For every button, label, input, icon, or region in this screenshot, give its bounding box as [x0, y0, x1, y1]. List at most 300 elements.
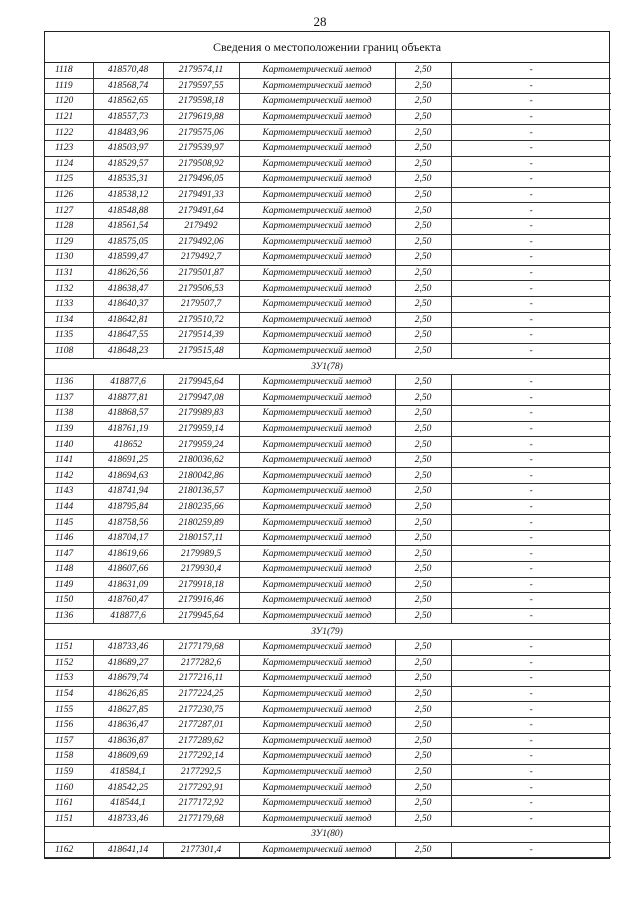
table-row: [45, 562, 611, 578]
y-coordinate-cell: 2180042,86: [163, 468, 239, 484]
method-cell: Картометрический метод: [239, 312, 395, 328]
x-coordinate-cell: 418733,46: [93, 811, 163, 827]
y-coordinate-cell: 2179492,06: [163, 234, 239, 250]
x-coordinate-cell: 418562,65: [93, 94, 163, 110]
point-number-cell: 1139: [45, 421, 93, 437]
description-cell: -: [451, 63, 611, 78]
table-row: [45, 795, 611, 811]
accuracy-cell: 2,50: [395, 281, 451, 297]
point-number-cell: 1155: [45, 702, 93, 718]
x-coordinate-cell: 418570,48: [93, 63, 163, 78]
description-cell: -: [451, 250, 611, 266]
y-coordinate-cell: 2177230,75: [163, 702, 239, 718]
table-row: [45, 546, 611, 562]
description-cell: -: [451, 421, 611, 437]
point-number-cell: 1137: [45, 390, 93, 406]
table-row: [45, 374, 611, 390]
point-number-cell: 1123: [45, 140, 93, 156]
section-label: ЗУ1(78): [45, 359, 611, 375]
accuracy-cell: 2,50: [395, 125, 451, 141]
table-row: [45, 343, 611, 359]
x-coordinate-cell: 418636,47: [93, 717, 163, 733]
x-coordinate-cell: 418760,47: [93, 593, 163, 609]
table-row: [45, 140, 611, 156]
y-coordinate-cell: 2179989,83: [163, 406, 239, 422]
description-cell: -: [451, 374, 611, 390]
description-cell: -: [451, 234, 611, 250]
point-number-cell: 1130: [45, 250, 93, 266]
accuracy-cell: 2,50: [395, 639, 451, 655]
accuracy-cell: 2,50: [395, 780, 451, 796]
accuracy-cell: 2,50: [395, 156, 451, 172]
point-number-cell: 1143: [45, 484, 93, 500]
description-cell: -: [451, 156, 611, 172]
accuracy-cell: 2,50: [395, 577, 451, 593]
x-coordinate-cell: 418619,66: [93, 546, 163, 562]
description-cell: -: [451, 312, 611, 328]
description-cell: -: [451, 281, 611, 297]
table-row: [45, 608, 611, 624]
description-cell: -: [451, 639, 611, 655]
y-coordinate-cell: 2179491,33: [163, 187, 239, 203]
method-cell: Картометрический метод: [239, 686, 395, 702]
table-row: [45, 749, 611, 765]
table-row: [45, 187, 611, 203]
x-coordinate-cell: 418599,47: [93, 250, 163, 266]
point-number-cell: 1149: [45, 577, 93, 593]
table-title: Сведения о местоположении границ объекта: [45, 32, 609, 63]
accuracy-cell: 2,50: [395, 328, 451, 344]
x-coordinate-cell: 418631,09: [93, 577, 163, 593]
y-coordinate-cell: 2179598,18: [163, 94, 239, 110]
y-coordinate-cell: 2179508,92: [163, 156, 239, 172]
table-row: [45, 593, 611, 609]
section-row: [45, 359, 611, 375]
point-number-cell: 1141: [45, 452, 93, 468]
table-row: [45, 265, 611, 281]
accuracy-cell: 2,50: [395, 187, 451, 203]
table-row: [45, 515, 611, 531]
y-coordinate-cell: 2177172,92: [163, 795, 239, 811]
point-number-cell: 1132: [45, 281, 93, 297]
method-cell: Картометрический метод: [239, 125, 395, 141]
accuracy-cell: 2,50: [395, 468, 451, 484]
x-coordinate-cell: 418877,81: [93, 390, 163, 406]
description-cell: -: [451, 764, 611, 780]
x-coordinate-cell: 418648,23: [93, 343, 163, 359]
x-coordinate-cell: 418529,57: [93, 156, 163, 172]
accuracy-cell: 2,50: [395, 250, 451, 266]
x-coordinate-cell: 418647,55: [93, 328, 163, 344]
y-coordinate-cell: 2177282,6: [163, 655, 239, 671]
description-cell: -: [451, 125, 611, 141]
accuracy-cell: 2,50: [395, 484, 451, 500]
accuracy-cell: 2,50: [395, 78, 451, 94]
y-coordinate-cell: 2180235,66: [163, 499, 239, 515]
boundary-sheet: [44, 31, 610, 859]
table-row: [45, 702, 611, 718]
y-coordinate-cell: 2180036,62: [163, 452, 239, 468]
table-row: [45, 452, 611, 468]
table-row: [45, 671, 611, 687]
accuracy-cell: 2,50: [395, 406, 451, 422]
section-row: [45, 624, 611, 640]
table-row: [45, 94, 611, 110]
table-row: [45, 203, 611, 219]
accuracy-cell: 2,50: [395, 530, 451, 546]
point-number-cell: 1131: [45, 265, 93, 281]
accuracy-cell: 2,50: [395, 749, 451, 765]
point-number-cell: 1152: [45, 655, 93, 671]
x-coordinate-cell: 418638,47: [93, 281, 163, 297]
point-number-cell: 1135: [45, 328, 93, 344]
accuracy-cell: 2,50: [395, 203, 451, 219]
x-coordinate-cell: 418877,6: [93, 608, 163, 624]
accuracy-cell: 2,50: [395, 265, 451, 281]
description-cell: -: [451, 593, 611, 609]
table-row: [45, 109, 611, 125]
description-cell: -: [451, 109, 611, 125]
x-coordinate-cell: 418584,1: [93, 764, 163, 780]
method-cell: Картометрический метод: [239, 421, 395, 437]
x-coordinate-cell: 418636,87: [93, 733, 163, 749]
description-cell: -: [451, 296, 611, 312]
table-row: [45, 639, 611, 655]
accuracy-cell: 2,50: [395, 733, 451, 749]
point-number-cell: 1151: [45, 811, 93, 827]
description-cell: -: [451, 265, 611, 281]
table-row: [45, 78, 611, 94]
point-number-cell: 1145: [45, 515, 93, 531]
method-cell: Картометрический метод: [239, 452, 395, 468]
point-number-cell: 1157: [45, 733, 93, 749]
x-coordinate-cell: 418627,85: [93, 702, 163, 718]
point-number-cell: 1156: [45, 717, 93, 733]
accuracy-cell: 2,50: [395, 764, 451, 780]
y-coordinate-cell: 2177292,5: [163, 764, 239, 780]
point-number-cell: 1148: [45, 562, 93, 578]
description-cell: -: [451, 187, 611, 203]
accuracy-cell: 2,50: [395, 499, 451, 515]
method-cell: Картометрический метод: [239, 811, 395, 827]
method-cell: Картометрический метод: [239, 374, 395, 390]
table-row: [45, 328, 611, 344]
point-number-cell: 1127: [45, 203, 93, 219]
x-coordinate-cell: 418640,37: [93, 296, 163, 312]
method-cell: Картометрический метод: [239, 78, 395, 94]
y-coordinate-cell: 2180136,57: [163, 484, 239, 500]
method-cell: Картометрический метод: [239, 764, 395, 780]
description-cell: -: [451, 671, 611, 687]
x-coordinate-cell: 418761,19: [93, 421, 163, 437]
accuracy-cell: 2,50: [395, 234, 451, 250]
description-cell: -: [451, 749, 611, 765]
x-coordinate-cell: 418704,17: [93, 530, 163, 546]
accuracy-cell: 2,50: [395, 109, 451, 125]
table-row: [45, 811, 611, 827]
table-row: [45, 156, 611, 172]
description-cell: -: [451, 608, 611, 624]
x-coordinate-cell: 418694,63: [93, 468, 163, 484]
x-coordinate-cell: 418679,74: [93, 671, 163, 687]
x-coordinate-cell: 418609,69: [93, 749, 163, 765]
method-cell: Картометрический метод: [239, 281, 395, 297]
x-coordinate-cell: 418795,84: [93, 499, 163, 515]
point-number-cell: 1134: [45, 312, 93, 328]
method-cell: Картометрический метод: [239, 250, 395, 266]
description-cell: -: [451, 218, 611, 234]
table-row: [45, 655, 611, 671]
method-cell: Картометрический метод: [239, 499, 395, 515]
x-coordinate-cell: 418689,27: [93, 655, 163, 671]
point-number-cell: 1128: [45, 218, 93, 234]
accuracy-cell: 2,50: [395, 63, 451, 78]
table-row: [45, 234, 611, 250]
description-cell: -: [451, 717, 611, 733]
method-cell: Картометрический метод: [239, 218, 395, 234]
y-coordinate-cell: 2179501,87: [163, 265, 239, 281]
method-cell: Картометрический метод: [239, 390, 395, 406]
table-row: [45, 312, 611, 328]
method-cell: Картометрический метод: [239, 702, 395, 718]
y-coordinate-cell: 2177301,4: [163, 842, 239, 858]
method-cell: Картометрический метод: [239, 63, 395, 78]
description-cell: -: [451, 328, 611, 344]
point-number-cell: 1161: [45, 795, 93, 811]
method-cell: Картометрический метод: [239, 484, 395, 500]
point-number-cell: 1151: [45, 639, 93, 655]
y-coordinate-cell: 2179492: [163, 218, 239, 234]
table-row: [45, 468, 611, 484]
description-cell: -: [451, 172, 611, 188]
x-coordinate-cell: 418642,81: [93, 312, 163, 328]
y-coordinate-cell: 2179619,88: [163, 109, 239, 125]
table-row: [45, 764, 611, 780]
description-cell: -: [451, 795, 611, 811]
method-cell: Картометрический метод: [239, 639, 395, 655]
x-coordinate-cell: 418868,57: [93, 406, 163, 422]
point-number-cell: 1153: [45, 671, 93, 687]
point-number-cell: 1108: [45, 343, 93, 359]
description-cell: -: [451, 530, 611, 546]
point-number-cell: 1124: [45, 156, 93, 172]
table-row: [45, 281, 611, 297]
x-coordinate-cell: 418626,85: [93, 686, 163, 702]
description-cell: -: [451, 140, 611, 156]
accuracy-cell: 2,50: [395, 562, 451, 578]
y-coordinate-cell: 2177179,68: [163, 639, 239, 655]
description-cell: -: [451, 437, 611, 453]
method-cell: Картометрический метод: [239, 328, 395, 344]
table-row: [45, 63, 611, 78]
description-cell: -: [451, 842, 611, 858]
method-cell: Картометрический метод: [239, 172, 395, 188]
x-coordinate-cell: 418548,88: [93, 203, 163, 219]
method-cell: Картометрический метод: [239, 562, 395, 578]
method-cell: Картометрический метод: [239, 468, 395, 484]
x-coordinate-cell: 418483,96: [93, 125, 163, 141]
table-row: [45, 390, 611, 406]
y-coordinate-cell: 2179959,14: [163, 421, 239, 437]
description-cell: -: [451, 562, 611, 578]
method-cell: Картометрический метод: [239, 795, 395, 811]
method-cell: Картометрический метод: [239, 109, 395, 125]
point-number-cell: 1129: [45, 234, 93, 250]
method-cell: Картометрический метод: [239, 515, 395, 531]
table-row: [45, 577, 611, 593]
y-coordinate-cell: 2179945,64: [163, 608, 239, 624]
description-cell: -: [451, 686, 611, 702]
point-number-cell: 1120: [45, 94, 93, 110]
description-cell: -: [451, 390, 611, 406]
x-coordinate-cell: 418652: [93, 437, 163, 453]
point-number-cell: 1154: [45, 686, 93, 702]
table-row: [45, 733, 611, 749]
x-coordinate-cell: 418607,66: [93, 562, 163, 578]
method-cell: Картометрический метод: [239, 608, 395, 624]
y-coordinate-cell: 2180157,11: [163, 530, 239, 546]
method-cell: Картометрический метод: [239, 577, 395, 593]
accuracy-cell: 2,50: [395, 686, 451, 702]
method-cell: Картометрический метод: [239, 343, 395, 359]
y-coordinate-cell: 2177224,25: [163, 686, 239, 702]
method-cell: Картометрический метод: [239, 717, 395, 733]
table-row: [45, 296, 611, 312]
accuracy-cell: 2,50: [395, 795, 451, 811]
y-coordinate-cell: 2179930,4: [163, 562, 239, 578]
accuracy-cell: 2,50: [395, 546, 451, 562]
coordinates-table: [45, 63, 611, 858]
description-cell: -: [451, 452, 611, 468]
method-cell: Картометрический метод: [239, 156, 395, 172]
point-number-cell: 1160: [45, 780, 93, 796]
accuracy-cell: 2,50: [395, 452, 451, 468]
method-cell: Картометрический метод: [239, 530, 395, 546]
page-number: 28: [313, 14, 327, 29]
accuracy-cell: 2,50: [395, 842, 451, 858]
description-cell: -: [451, 811, 611, 827]
table-row: [45, 717, 611, 733]
x-coordinate-cell: 418741,94: [93, 484, 163, 500]
section-row: [45, 827, 611, 843]
description-cell: -: [451, 702, 611, 718]
point-number-cell: 1150: [45, 593, 93, 609]
y-coordinate-cell: 2179916,46: [163, 593, 239, 609]
accuracy-cell: 2,50: [395, 437, 451, 453]
accuracy-cell: 2,50: [395, 296, 451, 312]
table-row: [45, 125, 611, 141]
description-cell: -: [451, 406, 611, 422]
description-cell: -: [451, 655, 611, 671]
method-cell: Картометрический метод: [239, 265, 395, 281]
description-cell: -: [451, 577, 611, 593]
accuracy-cell: 2,50: [395, 593, 451, 609]
point-number-cell: 1133: [45, 296, 93, 312]
point-number-cell: 1142: [45, 468, 93, 484]
x-coordinate-cell: 418544,1: [93, 795, 163, 811]
accuracy-cell: 2,50: [395, 608, 451, 624]
point-number-cell: 1125: [45, 172, 93, 188]
y-coordinate-cell: 2177292,14: [163, 749, 239, 765]
y-coordinate-cell: 2179597,55: [163, 78, 239, 94]
point-number-cell: 1122: [45, 125, 93, 141]
y-coordinate-cell: 2177179,68: [163, 811, 239, 827]
x-coordinate-cell: 418561,54: [93, 218, 163, 234]
description-cell: -: [451, 499, 611, 515]
method-cell: Картометрический метод: [239, 842, 395, 858]
y-coordinate-cell: 2179918,18: [163, 577, 239, 593]
table-row: [45, 780, 611, 796]
point-number-cell: 1136: [45, 374, 93, 390]
accuracy-cell: 2,50: [395, 655, 451, 671]
method-cell: Картометрический метод: [239, 187, 395, 203]
method-cell: Картометрический метод: [239, 593, 395, 609]
description-cell: -: [451, 733, 611, 749]
y-coordinate-cell: 2179989,5: [163, 546, 239, 562]
accuracy-cell: 2,50: [395, 811, 451, 827]
point-number-cell: 1162: [45, 842, 93, 858]
point-number-cell: 1147: [45, 546, 93, 562]
y-coordinate-cell: 2179945,64: [163, 374, 239, 390]
point-number-cell: 1121: [45, 109, 93, 125]
point-number-cell: 1118: [45, 63, 93, 78]
point-number-cell: 1159: [45, 764, 93, 780]
method-cell: Картометрический метод: [239, 655, 395, 671]
x-coordinate-cell: 418626,56: [93, 265, 163, 281]
x-coordinate-cell: 418691,25: [93, 452, 163, 468]
table-row: [45, 686, 611, 702]
y-coordinate-cell: 2179574,11: [163, 63, 239, 78]
description-cell: -: [451, 78, 611, 94]
point-number-cell: 1140: [45, 437, 93, 453]
y-coordinate-cell: 2180259,89: [163, 515, 239, 531]
x-coordinate-cell: 418538,12: [93, 187, 163, 203]
accuracy-cell: 2,50: [395, 717, 451, 733]
point-number-cell: 1146: [45, 530, 93, 546]
x-coordinate-cell: 418877,6: [93, 374, 163, 390]
method-cell: Картометрический метод: [239, 406, 395, 422]
point-number-cell: 1136: [45, 608, 93, 624]
x-coordinate-cell: 418641,14: [93, 842, 163, 858]
accuracy-cell: 2,50: [395, 94, 451, 110]
y-coordinate-cell: 2177292,91: [163, 780, 239, 796]
accuracy-cell: 2,50: [395, 172, 451, 188]
y-coordinate-cell: 2179947,08: [163, 390, 239, 406]
accuracy-cell: 2,50: [395, 218, 451, 234]
accuracy-cell: 2,50: [395, 140, 451, 156]
y-coordinate-cell: 2179575,06: [163, 125, 239, 141]
method-cell: Картометрический метод: [239, 671, 395, 687]
y-coordinate-cell: 2179507,7: [163, 296, 239, 312]
method-cell: Картометрический метод: [239, 749, 395, 765]
section-label: ЗУ1(80): [45, 827, 611, 843]
point-number-cell: 1158: [45, 749, 93, 765]
point-number-cell: 1144: [45, 499, 93, 515]
method-cell: Картометрический метод: [239, 780, 395, 796]
accuracy-cell: 2,50: [395, 390, 451, 406]
table-row: [45, 530, 611, 546]
table-row: [45, 842, 611, 858]
table-row: [45, 484, 611, 500]
x-coordinate-cell: 418542,25: [93, 780, 163, 796]
y-coordinate-cell: 2179959,24: [163, 437, 239, 453]
accuracy-cell: 2,50: [395, 374, 451, 390]
accuracy-cell: 2,50: [395, 515, 451, 531]
x-coordinate-cell: 418568,74: [93, 78, 163, 94]
method-cell: Картометрический метод: [239, 94, 395, 110]
y-coordinate-cell: 2179492,7: [163, 250, 239, 266]
method-cell: Картометрический метод: [239, 140, 395, 156]
